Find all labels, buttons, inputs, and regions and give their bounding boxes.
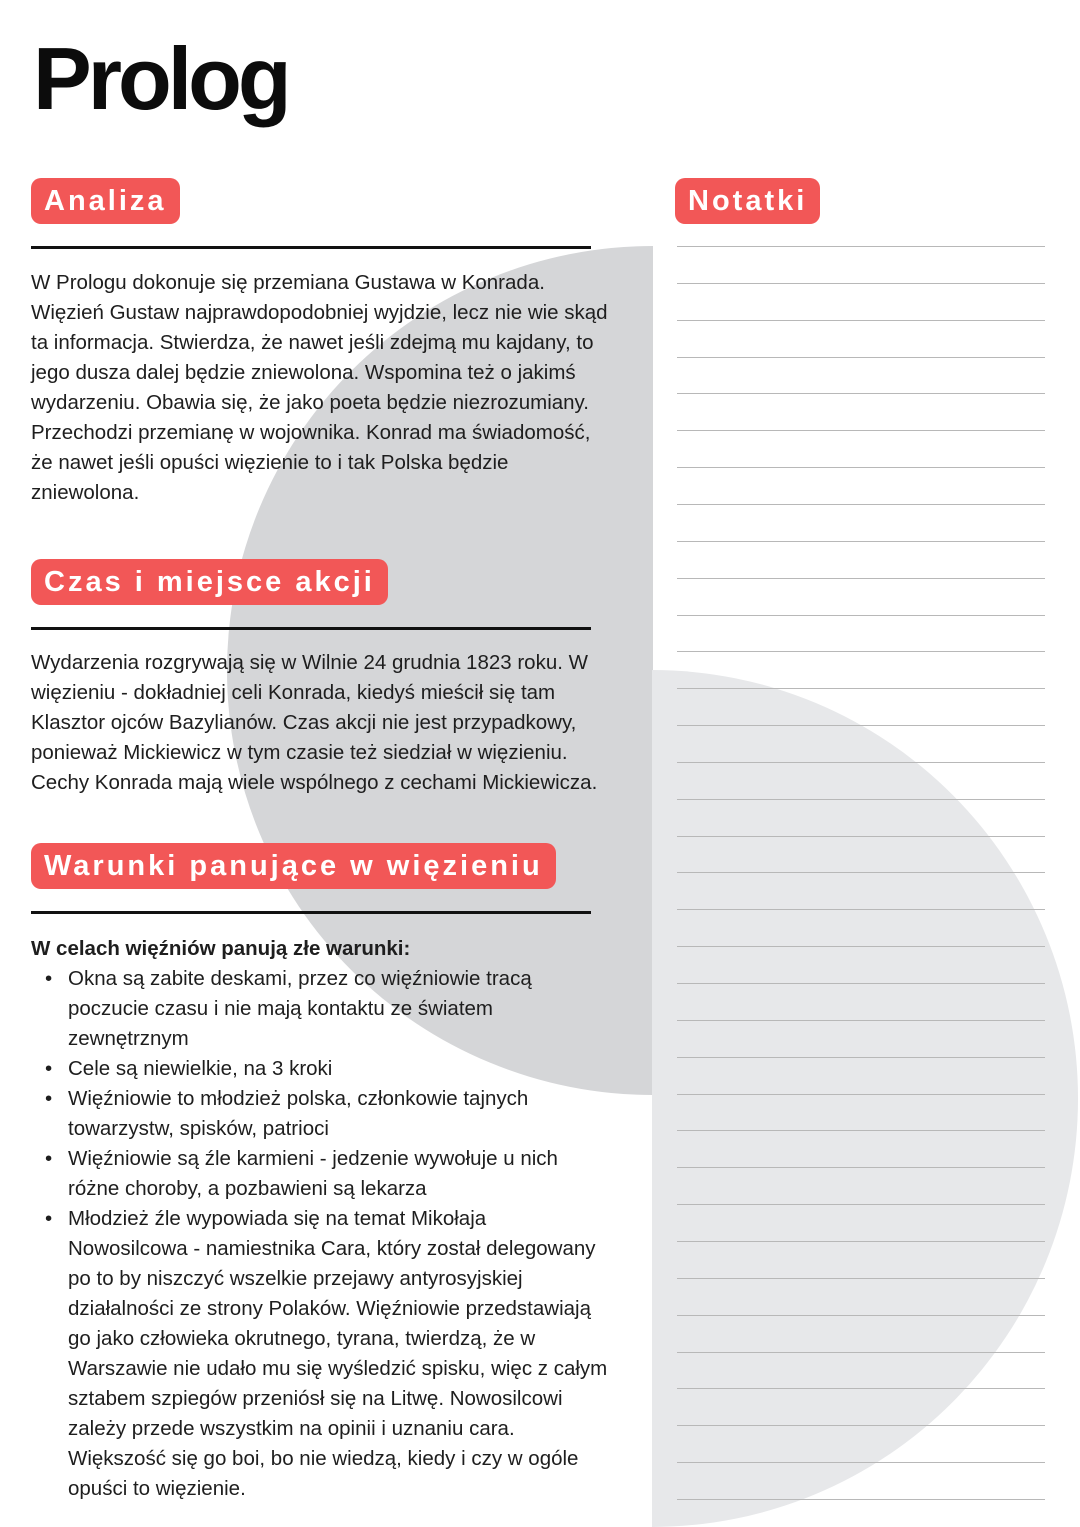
warunki-bullet-line: zewnętrznym	[68, 1027, 189, 1050]
analiza-line: wydarzeniu. Obawia się, że jako poeta będzie niezrozumiany.	[31, 391, 589, 414]
warunki-bullet-line: sztabem szpiegów przeniósł się na Litwę. Nowosilcowi	[68, 1387, 563, 1410]
note-line	[677, 1167, 1045, 1168]
note-line	[677, 1094, 1045, 1095]
bullet-dot-icon: •	[45, 1207, 53, 1230]
czas-line: Klasztor ojców Bazylianów. Czas akcji nie jest przypadkowy,	[31, 711, 577, 734]
analiza-line: jego dusza dalej będzie zniewolona. Wspomina też o jakimś	[31, 361, 576, 384]
note-line	[677, 541, 1045, 542]
warunki-bullet-list	[31, 964, 621, 1504]
note-line	[677, 1499, 1045, 1500]
note-line	[677, 1315, 1045, 1316]
list-item	[31, 1204, 621, 1504]
section-heading-warunki: Warunki panujące w więzieniu	[31, 843, 556, 889]
warunki-bullet-line: towarzystw, spisków, patrioci	[68, 1117, 329, 1140]
note-line	[677, 725, 1045, 726]
czas-line: Cechy Konrada mają wiele wspólnego z cechami Mickiewicza.	[31, 771, 598, 794]
warunki-bullet-line: opuści to więzienie.	[68, 1477, 246, 1500]
note-line	[677, 467, 1045, 468]
note-line	[677, 983, 1045, 984]
warunki-bullet-line: działalności ze strony Polaków. Więźniowie przedstawiają	[68, 1297, 591, 1320]
section-divider-analiza	[31, 246, 591, 249]
note-line	[677, 1204, 1045, 1205]
note-line	[677, 430, 1045, 431]
warunki-bullet-line: po to by niszczyć wszelkie przejawy antyrosyjskiej	[68, 1267, 523, 1290]
note-line	[677, 946, 1045, 947]
note-line	[677, 1352, 1045, 1353]
note-line	[677, 909, 1045, 910]
list-item	[31, 1144, 621, 1204]
note-line	[677, 1462, 1045, 1463]
section-heading-analiza: Analiza	[31, 178, 180, 224]
note-line	[677, 283, 1045, 284]
analiza-line: ta informacja. Stwierdza, że nawet jeśli zdejmą mu kajdany, to	[31, 331, 594, 354]
note-line	[677, 1278, 1045, 1279]
note-line	[677, 1425, 1045, 1426]
page-title: Prolog	[33, 29, 288, 128]
warunki-bullet-line: Cele są niewielkie, na 3 kroki	[68, 1057, 333, 1080]
note-line	[677, 504, 1045, 505]
czas-line: Wydarzenia rozgrywają się w Wilnie 24 grudnia 1823 roku. W	[31, 651, 588, 674]
note-line	[677, 872, 1045, 873]
note-line	[677, 1020, 1045, 1021]
bullet-dot-icon: •	[45, 967, 53, 990]
note-line	[677, 578, 1045, 579]
bullet-dot-icon: •	[45, 1057, 53, 1080]
czas-line: ponieważ Mickiewicz w tym czasie też siedział w więzieniu.	[31, 741, 568, 764]
notes-heading: Notatki	[675, 178, 820, 224]
warunki-bullet-line: Warszawie nie udało mu się wyśledzić spisku, więc z całym	[68, 1357, 608, 1380]
note-line	[677, 799, 1045, 800]
analiza-line: że nawet jeśli opuści więzienie to i tak Polska będzie	[31, 451, 509, 474]
warunki-lead-text: W celach więźniów panują złe warunki:	[31, 937, 411, 960]
warunki-bullet-line: Młodzież źle wypowiada się na temat Mikołaja	[68, 1207, 487, 1230]
list-item	[31, 1054, 621, 1084]
note-line	[677, 246, 1045, 247]
warunki-bullet-line: Więźniowie to młodzież polska, członkowie tajnych	[68, 1087, 529, 1110]
czas-paragraph	[31, 648, 621, 798]
note-line	[677, 357, 1045, 358]
section-divider-czas	[31, 627, 591, 630]
warunki-bullet-line: Okna są zabite deskami, przez co więźniowie tracą	[68, 967, 532, 990]
note-line	[677, 1057, 1045, 1058]
warunki-bullet-line: go jako człowieka okrutnego, tyrana, twierdzą, że w	[68, 1327, 536, 1350]
section-heading-czas: Czas i miejsce akcji	[31, 559, 388, 605]
section-divider-warunki	[31, 911, 591, 914]
note-line	[677, 320, 1045, 321]
warunki-bullet-line: poczucie czasu i nie mają kontaktu ze światem	[68, 997, 494, 1020]
note-line	[677, 393, 1045, 394]
note-line	[677, 615, 1045, 616]
analiza-line: Więzień Gustaw najprawdopodobniej wyjdzie, lecz nie wie skąd	[31, 301, 608, 324]
warunki-bullet-line: Nowosilcowa - namiestnika Cara, który został delegowany	[68, 1237, 596, 1260]
note-line	[677, 1241, 1045, 1242]
analiza-line: zniewolona.	[31, 481, 140, 504]
note-line	[677, 1388, 1045, 1389]
note-line	[677, 1130, 1045, 1131]
note-line	[677, 836, 1045, 837]
warunki-bullet-line: zależy przede wszystkim na opinii i uznaniu cara.	[68, 1417, 515, 1440]
bullet-dot-icon: •	[45, 1147, 53, 1170]
note-line	[677, 762, 1045, 763]
czas-line: więzieniu - dokładniej celi Konrada, kiedyś mieścił się tam	[31, 681, 556, 704]
bullet-dot-icon: •	[45, 1087, 53, 1110]
analiza-paragraph	[31, 268, 621, 508]
analiza-line: W Prologu dokonuje się przemiana Gustawa w Konrada.	[31, 271, 545, 294]
analiza-line: Przechodzi przemianę w wojownika. Konrad ma świadomość,	[31, 421, 591, 444]
note-line	[677, 651, 1045, 652]
warunki-bullet-line: Większość się go boi, bo nie wiedzą, kiedy i czy w ogóle	[68, 1447, 579, 1470]
warunki-bullet-line: Więźniowie są źle karmieni - jedzenie wywołuje u nich	[68, 1147, 558, 1170]
warunki-bullet-line: różne choroby, a pozbawieni są lekarza	[68, 1177, 427, 1200]
list-item	[31, 1084, 621, 1144]
list-item	[31, 964, 621, 1054]
note-line	[677, 688, 1045, 689]
